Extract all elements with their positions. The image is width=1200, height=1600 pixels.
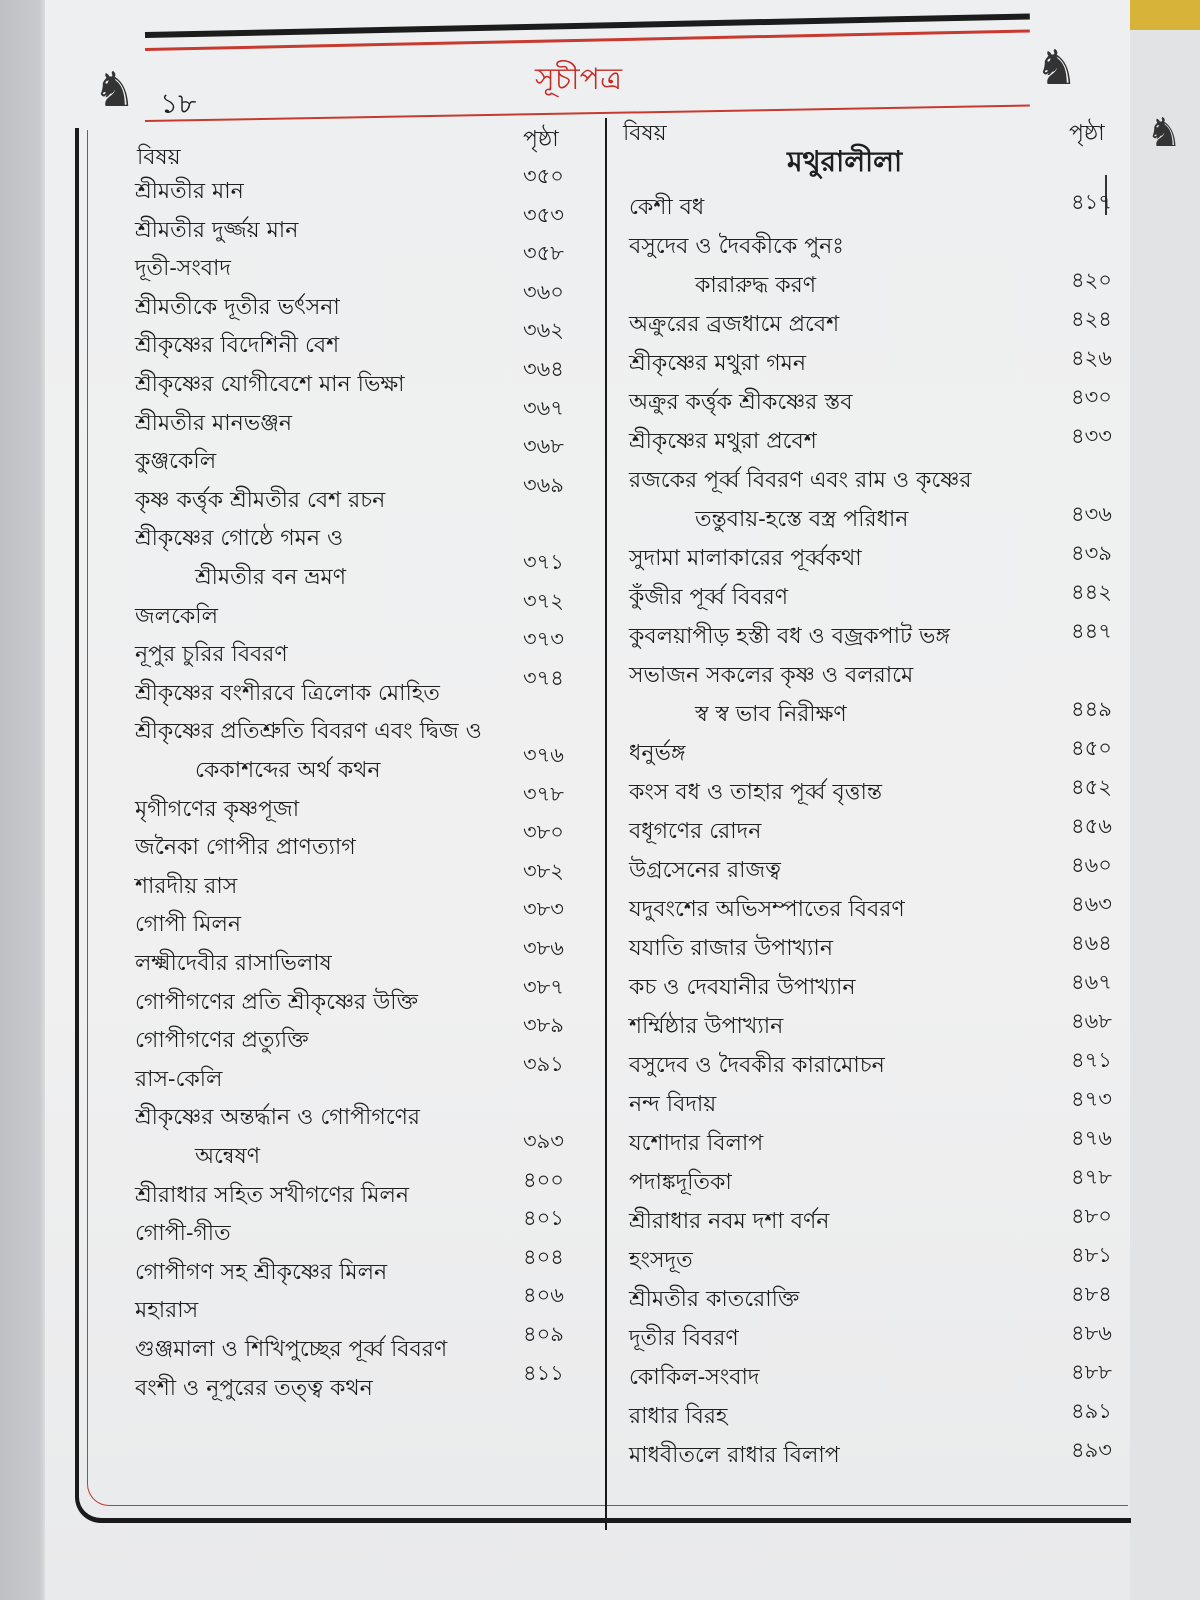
toc-entry-title: দূতীর বিবরণ <box>629 1326 739 1351</box>
toc-entry-title: উগ্রসেনের রাজত্ব <box>629 858 781 883</box>
toc-entry-page: ৩৮৩ <box>523 897 564 922</box>
decorative-figure-icon: ♞ <box>1146 110 1182 156</box>
toc-entry-page: ৩৬৪ <box>523 357 564 381</box>
toc-entry-title: মৃগীগণের কৃষ্ণপূজা <box>135 796 300 822</box>
toc-entry-title: কংস বধ ও তাহার পূর্ব্ব বৃত্তান্ত <box>629 780 882 805</box>
toc-entry-title: দূতী-সংবাদ <box>135 256 231 282</box>
toc-entry-title: পদাঙ্কদূতিকা <box>629 1170 732 1195</box>
header-rule-red-lower <box>145 105 1030 122</box>
toc-entry-page: ৪৩০ <box>1071 385 1112 409</box>
toc-entry-page: ৪৫৬ <box>1071 814 1112 838</box>
toc-entry-page: ৪৭৬ <box>1071 1126 1112 1150</box>
toc-entry-page: ৪৬৮ <box>1071 1009 1112 1033</box>
toc-entry-title: জনৈকা গোপীর প্রাণত্যাগ <box>135 835 356 861</box>
column-header-page: পৃষ্ঠা <box>523 127 559 152</box>
toc-entry-title: লক্ষ্মীদেবীর রাসাভিলাষ <box>135 951 332 976</box>
toc-entry-title: রাধার বিরহ <box>629 1404 728 1429</box>
toc-entry-title: সভাজন সকলের কৃষ্ণ ও বলরামে <box>629 663 914 688</box>
toc-entry-title: গোপীগণের প্রত্যুক্তি <box>135 1028 309 1054</box>
toc-entry-title: শ্রীমতীর কাতরোক্তি <box>629 1287 800 1312</box>
toc-entry-title: সুদামা মালাকারের পূর্ব্বকথা <box>629 546 862 571</box>
toc-entry-page: ৪৪২ <box>1071 580 1112 604</box>
toc-entry-title: গোপী মিলন <box>135 912 241 938</box>
toc-entry-title: কেশী বধ <box>629 195 705 220</box>
toc-entry-title: শ্রীরাধার নবম দশা বর্ণন <box>629 1209 830 1234</box>
toc-entry-title: গোপীগণ সহ শ্রীকৃষ্ণের মিলন <box>135 1259 388 1285</box>
toc-entry-title: শ্রীকৃষ্ণের যোগীবেশে মান ভিক্ষা <box>135 372 405 397</box>
toc-entry-title: কচ ও দেবযানীর উপাখ্যান <box>629 975 856 1000</box>
column-header-subject: বিষয় <box>137 145 181 170</box>
toc-entry-page: ৩৯১ <box>523 1051 564 1076</box>
toc-entry-page: ৩৮৬ <box>523 936 564 960</box>
toc-entry-title: শ্রীকৃষ্ণের গোষ্ঠে গমন ও <box>135 526 344 552</box>
toc-entry-title: বসুদেব ও দৈবকীকে পুনঃ <box>629 234 845 259</box>
toc-entry-title: শ্রীকৃষ্ণের মথুরা গমন <box>629 351 807 376</box>
toc-entry-title: জলকেলি <box>135 603 218 629</box>
toc-entry-page: ৪৮৬ <box>1071 1321 1112 1345</box>
toc-entry-page: ৪৪৯ <box>1071 697 1112 721</box>
toc-entry-page: ৪২০ <box>1071 268 1112 292</box>
toc-entry-title: গোপীগণের প্রতি শ্রীকৃষ্ণের উক্তি <box>135 989 418 1015</box>
toc-entry-page: ৩৭৩ <box>523 627 564 652</box>
toc-entry-title: শারদীয় রাস <box>135 873 238 899</box>
toc-entry-page: ৩৬৯ <box>523 472 564 497</box>
toc-entry-title: বধূগণের রোদন <box>629 819 762 844</box>
toc-entry-page: ৪৯১ <box>1071 1399 1112 1423</box>
toc-entry-page: ৪৭৮ <box>1071 1165 1112 1189</box>
toc-entry-page: ৩৫০ <box>523 164 564 188</box>
toc-entry-page: ৪৮৪ <box>1071 1282 1112 1306</box>
column-header-subject: বিষয় <box>623 121 667 146</box>
toc-entry-title: নূপুর চুরির বিবরণ <box>135 642 288 668</box>
toc-entry-page: ৩৮৯ <box>523 1013 564 1038</box>
column-divider <box>605 118 607 1530</box>
page-title: সূচীপত্র <box>535 62 622 97</box>
toc-entry-page: ৪৭৩ <box>1071 1087 1112 1111</box>
book-page <box>45 0 1130 1600</box>
running-head <box>45 0 1130 140</box>
toc-entry-page: ৪৮১ <box>1071 1243 1112 1267</box>
toc-entry-page: ৩৮০ <box>523 820 564 845</box>
toc-entry-page: ৩৭১ <box>523 550 564 574</box>
toc-entry-page: ৩৬২ <box>523 318 564 343</box>
toc-entry-title: নন্দ বিদায় <box>629 1092 717 1117</box>
decorative-figure-icon: ♞ <box>93 62 137 118</box>
decorative-figure-icon: ♞ <box>1035 40 1079 96</box>
toc-entry-title: কোকিল-সংবাদ <box>629 1365 760 1390</box>
toc-entry-title: স্ব স্ব ভাব নিরীক্ষণ <box>695 702 847 727</box>
toc-entry-title: তন্তুবায়-হস্তে বস্ত্র পরিধান <box>695 507 909 532</box>
toc-entry-title: মাধবীতলে রাধার বিলাপ <box>629 1443 840 1468</box>
toc-entry-page: ৪৩৩ <box>1071 424 1112 448</box>
toc-entry-page: ৪০৪ <box>523 1244 564 1269</box>
toc-entry-title: যশোদার বিলাপ <box>629 1131 764 1156</box>
toc-entry-title: শ্রীকৃষ্ণের বিদেশিনী বেশ <box>135 333 340 359</box>
toc-entry-page: ৩৭৮ <box>523 781 564 806</box>
toc-entry-page: ৪৩৬ <box>1071 502 1112 526</box>
toc-entry-title: গোপী-গীত <box>135 1221 231 1247</box>
toc-entry-title: অক্রুরের ব্রজধামে প্রবেশ <box>629 312 840 337</box>
toc-entry-title: শ্রীমতীর বন ভ্রমণ <box>195 565 347 590</box>
toc-entry-title: ধনুর্ভঙ্গ <box>629 741 686 766</box>
toc-entry-page: ৪৫০ <box>1071 736 1112 760</box>
toc-entry-page: ৪৬০ <box>1071 853 1112 877</box>
toc-entry-page: ৩৫৩ <box>523 202 564 227</box>
toc-entry-page: ৩৭৬ <box>523 743 564 767</box>
toc-entry-page: ৪২৪ <box>1071 307 1112 331</box>
toc-entry-title: বংশী ও নূপুরের তত্ত্ব কথন <box>135 1375 373 1401</box>
toc-entry-page: ৪৪৭ <box>1071 619 1112 643</box>
page-number: ১৮ <box>160 87 197 120</box>
toc-entry-title: রাস-কেলি <box>135 1066 223 1092</box>
toc-entry-title: শ্রীকৃষ্ণের বংশীরবে ত্রিলোক মোহিত <box>135 680 440 706</box>
toc-entry-page: ৪১১ <box>523 1360 564 1385</box>
toc-entry-title: যযাতি রাজার উপাখ্যান <box>629 936 833 961</box>
toc-entry-title: শ্রীমতীর মানভঞ্জন <box>135 410 293 436</box>
toc-entry-title: কারারুদ্ধ করণ <box>695 273 817 298</box>
toc-entry-page: ৪৩৯ <box>1071 541 1112 565</box>
toc-entry-title: কুঁজীর পূর্ব্ব বিবরণ <box>629 585 789 610</box>
toc-entry-page: ৪১৭ <box>1071 190 1112 214</box>
column-header-page: পৃষ্ঠা <box>1069 121 1105 146</box>
toc-entry-title: শ্রীকৃষ্ণের প্রতিশ্রুতি বিবরণ এবং দ্বিজ ও <box>135 719 482 745</box>
toc-entry-title: শ্রীমতীর মান <box>135 179 244 204</box>
toc-entry-title: কুঞ্জকেলি <box>135 449 217 475</box>
toc-entry-title: যদুবংশের অভিসম্পাতের বিবরণ <box>629 897 905 922</box>
toc-entry-title: বসুদেব ও দৈবকীর কারামোচন <box>629 1053 885 1078</box>
toc-entry-title: অক্রুর কর্ত্তৃক শ্রীকষ্ণের স্তব <box>629 390 853 415</box>
toc-entry-page: ৩৯৩ <box>523 1129 564 1153</box>
toc-entry-title: শ্রীরাধার সহিত সখীগণের মিলন <box>135 1182 410 1208</box>
toc-entry-title: হংসদূত <box>629 1248 693 1273</box>
toc-entry-page: ৩৮২ <box>523 858 564 883</box>
toc-entry-title: শ্রীকৃষ্ণের মথুরা প্রবেশ <box>629 429 817 454</box>
toc-entry-page: ৪০১ <box>523 1206 564 1231</box>
section-heading: মথুরালীলা <box>787 145 903 178</box>
toc-entry-page: ৪৮৮ <box>1071 1360 1112 1384</box>
toc-entry-page: ৪৭১ <box>1071 1048 1112 1072</box>
toc-entry-page: ৪৯৩ <box>1071 1438 1112 1462</box>
toc-entry-page: ৩৭৪ <box>523 665 564 690</box>
toc-entry-title: কৃষ্ণ কর্ত্তৃক শ্রীমতীর বেশ রচন <box>135 487 386 513</box>
toc-entry-page: ৪৮০ <box>1071 1204 1112 1228</box>
toc-entry-page: ৩৬০ <box>523 279 564 304</box>
toc-entry-title: শ্রীমতীকে দূতীর ভর্ৎসনা <box>135 294 340 320</box>
toc-entry-page: ৩৫৮ <box>523 241 564 266</box>
toc-entry-title: কেকাশব্দের অর্থ কথন <box>195 758 381 783</box>
toc-entry-page: ৩৮৭ <box>523 974 564 999</box>
toc-entry-page: ৪০০ <box>523 1167 564 1192</box>
adjacent-page-edge <box>1129 30 1200 1600</box>
toc-entry-title: গুঞ্জমালা ও শিখিপুচ্ছের পূর্ব্ব বিবরণ <box>135 1337 448 1362</box>
toc-entry-page: ৪৬৭ <box>1071 970 1112 994</box>
toc-entry-page: ৩৭২ <box>523 588 564 613</box>
toc-entry-page: ৪৬৩ <box>1071 892 1112 916</box>
toc-entry-title: রজকের পূর্ব্ব বিবরণ এবং রাম ও কৃষ্ণের <box>629 468 972 493</box>
toc-entry-page: ৪৬৪ <box>1071 931 1112 955</box>
toc-entry-title: শ্রীকৃষ্ণের অন্তর্দ্ধান ও গোপীগণের <box>135 1105 420 1131</box>
toc-entry-title: শ্রীমতীর দুর্জ্জয় মান <box>135 217 299 243</box>
toc-entry-title: অন্বেষণ <box>195 1144 260 1169</box>
toc-entry-page: ৪৫২ <box>1071 775 1112 799</box>
toc-entry-title: কুবলয়াপীড় হস্তী বধ ও বজ্রকপাট ভঙ্গ <box>629 624 950 649</box>
toc-entry-page: ৩৬৭ <box>523 395 564 420</box>
toc-entry-page: ৪০৬ <box>523 1283 564 1308</box>
toc-entry-page: ৩৬৮ <box>523 434 564 459</box>
toc-entry-title: শর্ম্মিষ্ঠার উপাখ্যান <box>629 1014 784 1039</box>
toc-entry-page: ৪২৬ <box>1071 346 1112 370</box>
toc-entry-page: ৪০৯ <box>523 1322 564 1346</box>
toc-entry-title: মহারাস <box>135 1298 199 1324</box>
